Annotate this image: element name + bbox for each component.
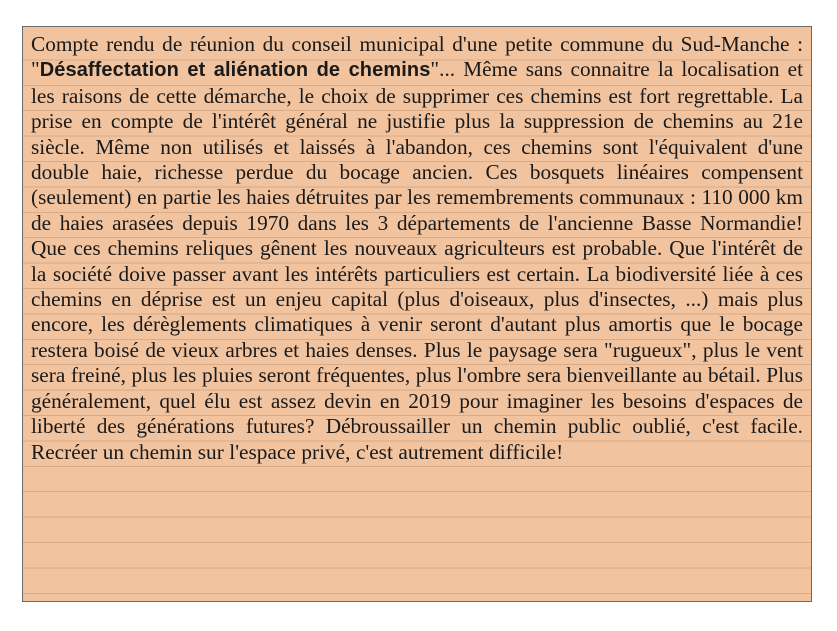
text-panel	[22, 26, 812, 602]
paragraph-intro: Compte rendu de réunion du conseil municipal d'une petite commune du Sud-Manche : "	[31, 32, 803, 82]
paragraph-highlight: Désaffectation et aliénation de chemins	[39, 59, 431, 82]
paragraph-body: "... Même sans connaitre la localisation et les raisons de cette démarche, le choix de supprimer ces chemins est fort regrettable. La prise en compte de l'intérêt général ne justifie plus la suppression de chemins au 21e siècle. Même non utilisés et laissés à l'abandon, ces chemins sont l'équivalent d'une double haie, richesse perdue du bocage ancien. Ces bosquets linéaires compensent (seulement) en partie les haies détruites par les remembrements communaux : 110 000 km de haies arasées depuis 1970 dans les 3 départements de l'ancienne Basse Normandie! Que ces chemins reliques gênent les nouveaux agriculteurs est probable. Que l'intérêt de la société doive passer avant les intérêts particuliers est certain. La biodiversité liée à ces chemins en déprise est un enjeu capital (plus d'oiseaux, plus d'insectes, ...) mais plus encore, les dérèglements climatiques à venir seront d'autant plus amortis que le bocage restera boisé de vieux arbres et haies denses. Plus le paysage sera "rugueux", plus le vent sera freiné, plus les pluies seront fréquentes, plus l'ombre sera bienveillante au bétail. Plus généralement, quel élu est assez devin en 2019 pour imaginer les besoins d'espaces de liberté des générations futures? Débroussailler un chemin public oublié, c'est facile. Recréer un chemin sur l'espace privé, c'est autrement difficile!	[31, 57, 803, 464]
paragraph	[31, 32, 803, 465]
